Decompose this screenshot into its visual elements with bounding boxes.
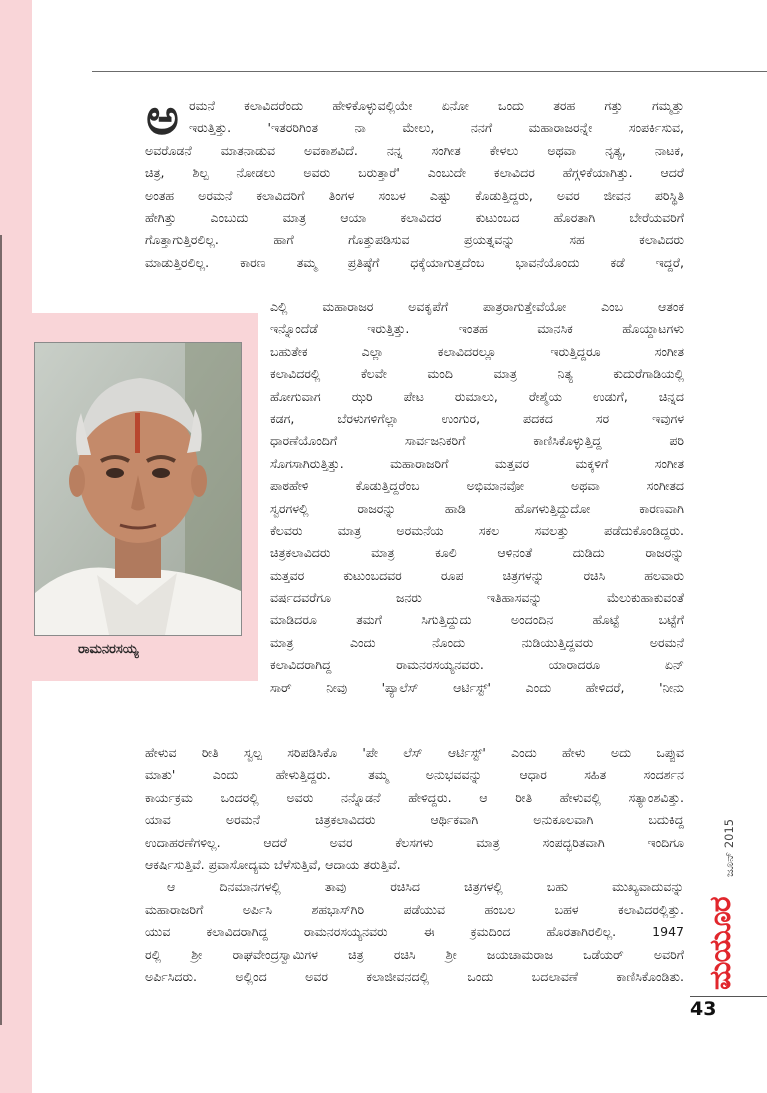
text-line: ಕಡಗ, ಬೆರಳುಗಳಿಗೆಲ್ಲಾ ಉಂಗುರ, ಪದಕದ ಸರ ಇವುಗಳ [270,410,684,426]
article-mid-block [270,296,684,699]
paragraph-start-line: ಆ ದಿನಮಾನಗಳಲ್ಲಿ ತಾವು ರಚಿಸಿದ ಚಿತ್ರಗಳಲ್ಲಿ ಬಹು ಮುಖ್ಯವಾದುವನ್ನು [167,879,684,895]
issue-date: ಜೂನ್ 2015 [722,818,736,877]
text-line: ಚಿತ್ರ, ಶಿಲ್ಪ ನೋಡಲು ಅವರು ಬರುತ್ತಾರೆ' ಎಂಬುದೇ ಕಲಾವಿದರ ಹೆಗ್ಗಳಿಕೆಯಾಗಿತ್ತು. ಆದರೆ [145,165,684,181]
text-line: ಕಲಾವಿದರಾಗಿದ್ದ ರಾಮನರಸಯ್ಯನವರು. ಯಾರಾದರೂ ಏನ್ [270,657,684,673]
text-line: ಹೇಗಿತ್ತು ಎಂಬುದು ಮಾತ್ರ ಆಯಾ ಕಲಾವಿದರ ಕುಟುಂಬದ ಹೊರತಾಗಿ ಬೇರೆಯವರಿಗೆ [145,209,684,225]
text-line: ಬಹುತೇಕ ಎಲ್ಲಾ ಕಲಾವಿದರಲ್ಲೂ ಇರುತ್ತಿದ್ದರೂ ಸಂಗೀತ [270,343,684,359]
text-line: ಎಲ್ಲಿ ಮಹಾರಾಜರ ಅವಕೃಪೆಗೆ ಪಾತ್ರರಾಗುತ್ತೇವೆಯೋ ಎಂಬ ಆತಂಕ [270,299,684,314]
text-line: ಅರ್ಪಿಸಿದರು. ಅಲ್ಲಿಂದ ಅವರ ಕಲಾಜೀವನದಲ್ಲಿ ಒಂದು ಬದಲಾವಣೆ ಕಾಣಿಸಿಕೊಂಡಿತು. [145,968,684,984]
text-line: ಉದಾಹರಣೆಗಳಿಲ್ಲ. ಆದರೆ ಅವರ ಕೆಲಸಗಳು ಮಾತ್ರ ಸಂಪದ್ಭರಿತವಾಗಿ ಇಂದಿಗೂ [145,834,684,850]
text-line: ಅಂತಹ ಅರಮನೆ ಕಲಾವಿದರಿಗೆ ತಿಂಗಳ ಸಂಬಳ ಎಷ್ಟು ಕೊಡುತ್ತಿದ್ದರು, ಅವರ ಜೀವನ ಪರಿಸ್ಥಿತಿ [145,187,684,203]
magazine-logo: ಮಯೂರ [703,897,738,990]
paragraph-end-line: ಆಕರ್ಷಿಸುತ್ತಿವೆ. ಪ್ರವಾಸೋದ್ಯಮ ಬೆಳೆಸುತ್ತಿವೆ, ಆದಾಯ ತರುತ್ತಿವೆ. [145,856,401,872]
text-line: ಚಿತ್ರಕಲಾವಿದರು ಮಾತ್ರ ಕೂಲಿ ಆಳಿನಂತೆ ದುಡಿದು ರಾಜರನ್ನು [270,545,684,561]
text-line: ಇನ್ನೊಂದೆಡೆ ಇರುತ್ತಿತ್ತು. ಇಂತಹ ಮಾನಸಿಕ ಹೊಯ್ದಾಟಗಳು [270,321,684,337]
article-top-block [145,95,684,274]
text-line: ಸ್ವರಗಳಲ್ಲಿ ರಾಜರನ್ನು ಹಾಡಿ ಹೊಗಳುತ್ತಿದ್ದುದೋ ಕಾರಣವಾಗಿ [270,500,684,516]
left-margin-rule [0,235,2,1025]
text-line: ಮಾತು' ಎಂದು ಹೇಳುತ್ತಿದ್ದರು. ತಮ್ಮ ಅನುಭವವನ್ನು ಆಧಾರ ಸಹಿತ ಸಂದರ್ಶನ [145,767,684,783]
text-line: ಇರುತ್ತಿತ್ತು. 'ಇತರರಿಗಿಂತ ನಾ ಮೇಲು, ನನಗೆ ಮಹಾರಾಜರನ್ನೇ ಸಂಪರ್ಕಿಸುವ, [189,120,684,136]
portrait-illustration [35,343,241,635]
photo-caption: ರಾಮನರಸಯ್ಯ [78,642,139,657]
page-number: 43 [690,998,717,1020]
left-margin-band [0,0,32,1093]
text-line: ವರ್ಷದವರೆಗೂ ಜನರು ಇತಿಹಾಸವನ್ನು ಮೆಲುಕುಹಾಕುವಂತೆ [270,590,684,606]
text-line: ಕೆಲವರು ಮಾತ್ರ ಅರಮನೆಯ ಸಕಲ ಸವಲತ್ತು ಪಡೆದುಕೊಂಡಿದ್ದರು. [270,522,684,538]
text-line: ಕಲಾವಿದರಲ್ಲಿ ಕೆಲವೇ ಮಂದಿ ಮಾತ್ರ ನಿತ್ಯ ಕುದುರೆಗಾಡಿಯಲ್ಲಿ [270,366,684,382]
folio-rule [690,996,767,997]
text-line: ಪಾಠಹೇಳಿ ಕೊಡುತ್ತಿದ್ದರೆಂಬ ಅಭಿಮಾನವೋ ಅಥವಾ ಸಂಗೀತದ [270,478,684,494]
header-rule [92,71,767,72]
text-line: ಯಾವ ಅರಮನೆ ಚಿತ್ರಕಲಾವಿದರು ಆರ್ಥಿಕವಾಗಿ ಅನುಕೂಲವಾಗಿ ಬದುಕಿದ್ದ [145,812,684,828]
text-line: ಮಾಡುತ್ತಿರಲಿಲ್ಲ. ಕಾರಣ ತಮ್ಮ ಪ್ರತಿಷ್ಠೆಗೆ ಧಕ್ಕೆಯಾಗುತ್ತದೆಂಬ ಭಾವನೆಯೊಂದು ಕಡೆ ಇದ್ದರೆ, [145,254,684,270]
text-line: ಹೇಳುವ ರೀತಿ ಸ್ವಲ್ಪ ಸರಿಪಡಿಸಿಕೊ 'ಪೇ ಲೆಸ್ ಆರ್ಟಿಸ್ಟ್' ಎಂದು ಹೇಳು ಅದು ಒಪ್ಪುವ [145,745,684,760]
portrait-photo [34,342,242,636]
drop-cap: ಅ [146,87,179,146]
text-line: ಸೊಗಸಾಗಿರುತ್ತಿತ್ತು. ಮಹಾರಾಜರಿಗೆ ಮತ್ತವರ ಮಕ್ಕಳಿಗೆ ಸಂಗೀತ [270,455,684,471]
text-line: ಗೊತ್ತಾಗುತ್ತಿರಲಿಲ್ಲ. ಹಾಗೆ ಗೊತ್ತುಪಡಿಸುವ ಪ್ರಯತ್ನವನ್ನು ಸಹ ಕಲಾವಿದರು [145,232,684,248]
text-line: ಮಾತ್ರ ಎಂದು ನೊಂದು ನುಡಿಯುತ್ತಿದ್ದವರು ಅರಮನೆ [270,634,684,650]
text-line: ಮಹಾರಾಜರಿಗೆ ಅರ್ಪಿಸಿ ಶಹಭಾಸ್‌ಗಿರಿ ಪಡೆಯುವ ಹಂಬಲ ಬಹಳ ಕಲಾವಿದರಲ್ಲಿತ್ತು. [145,901,684,917]
text-line: ಹೋಗುವಾಗ ಝರಿ ಪೇಟ ರುಮಾಲು, ರೇಶ್ಮೆಯ ಉಡುಗೆ, ಚಿನ್ನದ [270,388,684,404]
text-line: ಮತ್ತವರ ಕುಟುಂಬದವರ ರೂಪ ಚಿತ್ರಗಳನ್ನು ರಚಿಸಿ ಹಲವಾರು [270,567,684,583]
text-line: ಮಾಡಿದರೂ ತಮಗೆ ಸಿಗುತ್ತಿದ್ದುದು ಅಂದಂದಿನ ಹೊಟ್ಟೆ ಬಟ್ಟೆಗೆ [270,612,684,628]
text-line: ರಮನೆ ಕಲಾವಿದರೆಂದು ಹೇಳಿಕೊಳ್ಳುವಲ್ಲಿಯೇ ಏನೋ ಒಂದು ತರಹ ಗತ್ತು ಗಮ್ಮತ್ತು [189,98,684,113]
text-line: ಕಾರ್ಯಕ್ರಮ ಒಂದರಲ್ಲಿ ಅವರು ನನ್ನೊಡನೆ ಹೇಳಿದ್ದರು. ಆ ರೀತಿ ಹೇಳುವಲ್ಲಿ ಸತ್ಯಾಂಶವಿತ್ತು. [145,789,684,805]
text-line: ಸಾರ್ ನೀವು 'ಪ್ಯಾಲೆಸ್ ಆರ್ಟಿಸ್ಟ್' ಎಂದು ಹೇಳಿದರೆ, 'ನೀನು [270,679,684,695]
text-line: ಅವರೊಡನೆ ಮಾತನಾಡುವ ಅವಕಾಶವಿದೆ. ನನ್ನ ಸಂಗೀತ ಕೇಳಲು ಅಥವಾ ನೃತ್ಯ, ನಾಟಕ, [145,142,684,158]
article-bottom-block [145,742,684,988]
text-line: ಯುವ ಕಲಾವಿದರಾಗಿದ್ದ ರಾಮನರಸಯ್ಯನವರು ಈ ಕ್ರಮದಿಂದ ಹೊರತಾಗಿರಲಿಲ್ಲ. 1947 [145,924,684,940]
text-line: ಧಾರಣೆಯೊಂದಿಗೆ ಸಾರ್ವಜನಿಕರಿಗೆ ಕಾಣಿಸಿಕೊಳ್ಳುತ್ತಿದ್ದ ಪರಿ [270,433,684,449]
text-line: ರಲ್ಲಿ ಶ್ರೀ ರಾಘವೇಂದ್ರಸ್ವಾಮಿಗಳ ಚಿತ್ರ ರಚಿಸಿ ಶ್ರೀ ಜಯಚಾಮರಾಜ ಒಡೆಯರ್ ಅವರಿಗೆ [145,946,684,962]
